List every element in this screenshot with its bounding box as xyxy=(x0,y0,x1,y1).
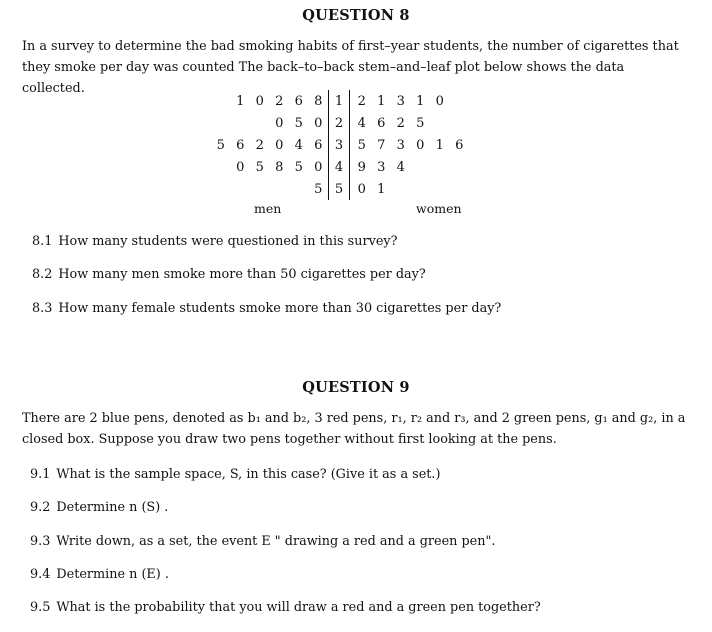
question-8-1 xyxy=(32,234,398,249)
stem: 5 xyxy=(329,178,350,200)
men-leaf: 4 xyxy=(294,137,303,153)
plot-row xyxy=(196,134,552,156)
question-8-intro-line-2: they smoke per day was counted The back–to–back stem–and–leaf plot below shows the data collected. xyxy=(22,60,625,96)
stem: 1 xyxy=(329,90,350,112)
plot-row xyxy=(196,178,552,200)
question-text: Determine n (E) . xyxy=(56,567,169,582)
women-leaf: 7 xyxy=(377,137,386,153)
question-number: 9.1 xyxy=(30,467,51,482)
women-leaves xyxy=(350,178,553,200)
question-number: 9.4 xyxy=(30,567,51,582)
women-leaves xyxy=(350,156,553,178)
question-text: How many men smoke more than 50 cigarettes per day? xyxy=(58,267,426,282)
men-leaf: 2 xyxy=(275,93,284,109)
question-number: 8.3 xyxy=(32,301,53,316)
women-leaf: 1 xyxy=(435,137,444,153)
women-leaves xyxy=(350,112,553,134)
question-number: 8.2 xyxy=(32,267,53,282)
question-9-intro xyxy=(22,408,690,450)
question-text: How many students were questioned in this survey? xyxy=(58,234,398,249)
plot-row xyxy=(196,112,552,134)
men-leaves xyxy=(196,156,329,178)
men-leaf: 0 xyxy=(275,115,284,131)
men-leaf: 0 xyxy=(275,137,284,153)
men-leaf: 0 xyxy=(255,93,264,109)
women-leaf: 9 xyxy=(357,159,366,175)
women-leaf: 1 xyxy=(416,93,425,109)
plot-row xyxy=(196,156,552,178)
men-leaf: 6 xyxy=(314,137,323,153)
men-leaf: 5 xyxy=(294,115,303,131)
men-leaf: 1 xyxy=(236,93,245,109)
women-leaf: 1 xyxy=(377,181,386,197)
men-leaf: 6 xyxy=(294,93,303,109)
question-number: 9.5 xyxy=(30,600,51,615)
men-leaf: 0 xyxy=(236,159,245,175)
stem: 4 xyxy=(329,156,350,178)
men-leaf: 5 xyxy=(314,181,323,197)
women-leaf: 1 xyxy=(377,93,386,109)
question-8-3 xyxy=(32,301,501,316)
question-8-2 xyxy=(32,267,426,282)
men-leaf: 5 xyxy=(216,137,225,153)
question-9-2 xyxy=(30,500,168,515)
men-leaves xyxy=(196,178,329,200)
women-leaf: 0 xyxy=(416,137,425,153)
men-leaf: 5 xyxy=(294,159,303,175)
women-leaf: 0 xyxy=(357,181,366,197)
men-leaf: 8 xyxy=(314,93,323,109)
question-text: Determine n (S) . xyxy=(56,500,169,515)
women-leaf: 3 xyxy=(396,93,405,109)
men-label: men xyxy=(254,201,282,216)
men-leaf: 0 xyxy=(314,115,323,131)
women-leaf: 6 xyxy=(455,137,464,153)
question-number: 9.3 xyxy=(30,534,51,549)
men-leaf: 5 xyxy=(255,159,264,175)
question-9-5 xyxy=(30,600,541,615)
question-text: How many female students smoke more than 30 cigarettes per day? xyxy=(58,301,502,316)
women-leaf: 4 xyxy=(396,159,405,175)
women-leaf: 5 xyxy=(416,115,425,131)
question-9-1 xyxy=(30,467,440,482)
women-leaf: 0 xyxy=(435,93,444,109)
women-leaf: 4 xyxy=(357,115,366,131)
stem: 3 xyxy=(329,134,350,156)
women-leaf: 2 xyxy=(357,93,366,109)
stem: 2 xyxy=(329,112,350,134)
women-leaf: 3 xyxy=(396,137,405,153)
question-text: Write down, as a set, the event E " drawing a red and a green pen". xyxy=(56,534,496,549)
women-leaves xyxy=(350,134,553,156)
women-label: women xyxy=(416,201,462,216)
women-leaf: 6 xyxy=(377,115,386,131)
question-8-heading: QUESTION 8 xyxy=(302,7,410,24)
question-8-intro-line-1: In a survey to determine the bad smoking habits of first–year students, the number of cigarettes that xyxy=(22,39,679,54)
stem-and-leaf-plot xyxy=(196,90,552,200)
men-leaf: 2 xyxy=(255,137,264,153)
question-text: What is the probability that you will draw a red and a green pen together? xyxy=(56,600,541,615)
question-9-heading: QUESTION 9 xyxy=(302,379,410,396)
women-leaf: 2 xyxy=(396,115,405,131)
question-number: 8.1 xyxy=(32,234,53,249)
men-leaves xyxy=(196,134,329,156)
men-leaf: 6 xyxy=(236,137,245,153)
women-leaf: 3 xyxy=(377,159,386,175)
question-9-3 xyxy=(30,534,495,549)
men-leaf: 8 xyxy=(275,159,284,175)
question-text: What is the sample space, S, in this case? (Give it as a set.) xyxy=(56,467,441,482)
men-leaf: 0 xyxy=(314,159,323,175)
question-number: 9.2 xyxy=(30,500,51,515)
plot-row xyxy=(196,90,552,112)
women-leaf: 5 xyxy=(357,137,366,153)
question-9-intro-line-2: closed box. Suppose you draw two pens together without first looking at the pens. xyxy=(22,432,557,447)
men-leaves xyxy=(196,90,329,112)
women-leaves xyxy=(350,90,553,112)
men-leaves xyxy=(196,112,329,134)
question-9-intro-line-1: There are 2 blue pens, denoted as b₁ and b₂, 3 red pens, r₁, r₂ and r₃, and 2 green pens, g₁ and g₂, in a xyxy=(22,411,686,426)
question-9-4 xyxy=(30,567,169,582)
